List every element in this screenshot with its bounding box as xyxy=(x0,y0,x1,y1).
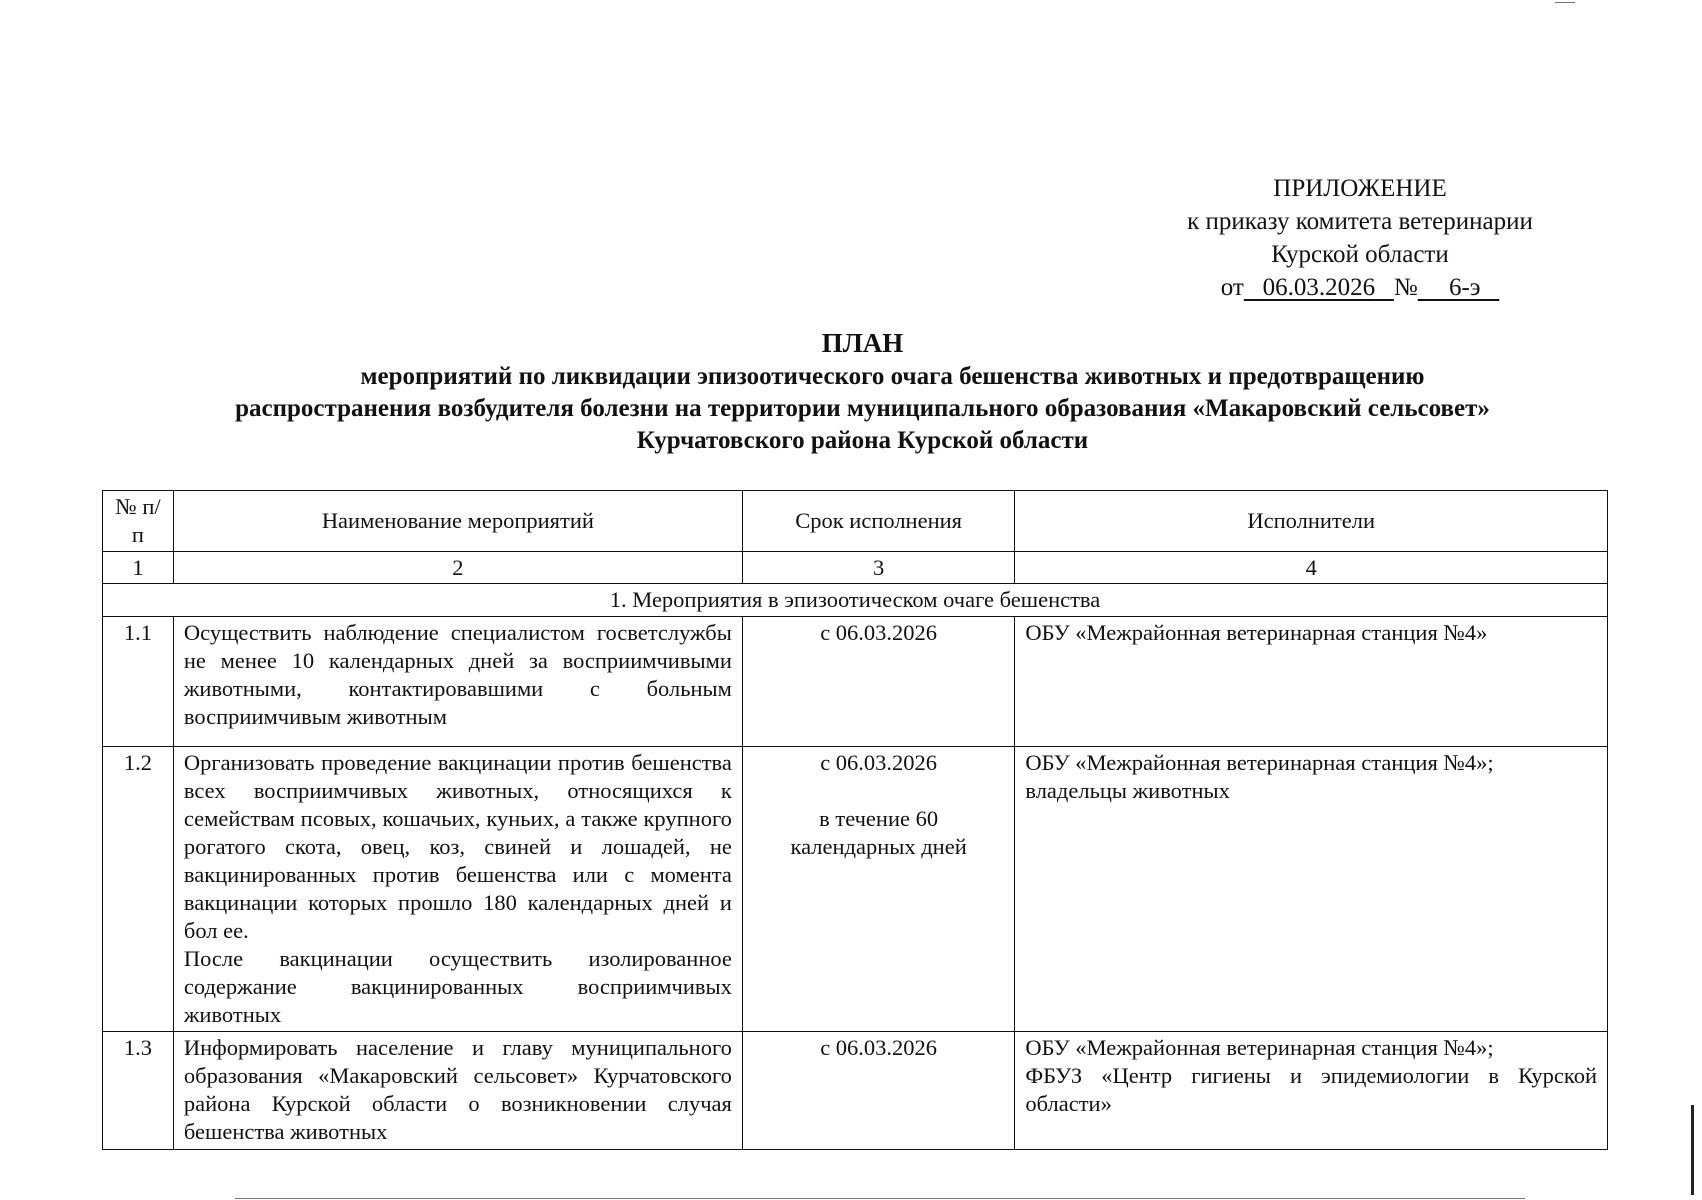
header-num: № п/п xyxy=(103,491,174,552)
row-activity-extra: После вакцинации осуществить изолированное содержание вакцинированных восприимчивых животных xyxy=(183,946,732,1027)
plan-subtitle-1: мероприятий по ликвидации эпизоотического очага бешенства животных и предотвращению xyxy=(360,363,1425,390)
row-activity: Осуществить наблюдение специалистом госветслужбы не менее 10 календарных дней за восприимчивыми животными, контактировавшими с больным восприимчивым животным xyxy=(173,617,742,747)
header-name: Наименование мероприятий xyxy=(173,491,742,552)
row-term-duration: в течение 60 календарных дней xyxy=(790,806,967,859)
plan-subtitle-2: распространения возбудителя болезни на территории муниципального образования «Макаровский сельсовет» xyxy=(235,395,1490,422)
table-row xyxy=(103,617,1608,747)
row-number: 1.3 xyxy=(103,1032,174,1150)
row-number: 1.2 xyxy=(103,747,174,1032)
row-activity xyxy=(173,747,742,1032)
table-row xyxy=(103,1032,1608,1150)
row-activity: Информировать население и главу муниципального образования «Макаровский сельсовет» Курчатовского района Курской области о возникновении случая бешенства животных xyxy=(173,1032,742,1150)
row-executor-2: владельцы животных xyxy=(1025,778,1230,803)
table-header-row xyxy=(103,491,1608,552)
appendix-block xyxy=(1150,172,1570,304)
row-executors xyxy=(1015,1032,1608,1150)
appendix-order-ref: к приказу комитета ветеринарии xyxy=(1187,208,1533,235)
plan-subtitle-3: Курчатовского района Курской области xyxy=(636,427,1089,454)
index-cell: 1 xyxy=(103,552,174,584)
order-number: 6-э xyxy=(1448,274,1481,301)
number-prefix: № xyxy=(1393,274,1418,301)
index-cell: 3 xyxy=(742,552,1015,584)
index-cell: 4 xyxy=(1015,552,1608,584)
plan-title: ПЛАН xyxy=(821,328,904,358)
appendix-date-line xyxy=(1150,271,1570,304)
table-index-row xyxy=(103,552,1608,584)
plan-table xyxy=(102,490,1608,1150)
row-executors xyxy=(1015,747,1608,1032)
scan-artifact-edge xyxy=(1691,1105,1694,1195)
row-term-start: с 06.03.2026 xyxy=(820,750,938,775)
date-prefix: от xyxy=(1220,274,1244,301)
row-term xyxy=(742,747,1015,1032)
section-title: 1. Мероприятия в эпизоотическом очаге бешенства xyxy=(103,584,1608,617)
plan-heading xyxy=(100,327,1625,457)
appendix-title: ПРИЛОЖЕНИЕ xyxy=(1273,175,1447,202)
section-row xyxy=(103,584,1608,617)
index-cell: 2 xyxy=(173,552,742,584)
row-activity-main: Организовать проведение вакцинации против бешенства всех восприимчивых животных, относящихся к семействам псовых, кошачьих, куньих, а также крупного рогатого скота, овец, коз, свиней и лошадей, не вакцинированных против бешенства или с момента вакцинации которых прошло 180 календарных дней и бол ее. xyxy=(183,750,732,943)
row-executors: ОБУ «Межрайонная ветеринарная станция №4» xyxy=(1015,617,1608,747)
row-number: 1.1 xyxy=(103,617,174,747)
header-executors: Исполнители xyxy=(1015,491,1608,552)
row-term: с 06.03.2026 xyxy=(742,617,1015,747)
header-term: Срок исполнения xyxy=(742,491,1015,552)
scan-artifact-line xyxy=(1555,2,1575,3)
row-executor-1: ОБУ «Межрайонная ветеринарная станция №4»; xyxy=(1025,750,1494,775)
row-executor-2: ФБУЗ «Центр гигиены и эпидемиологии в Курской области» xyxy=(1025,1063,1597,1116)
table-row xyxy=(103,747,1608,1032)
scan-artifact-line xyxy=(235,1198,1525,1199)
appendix-region: Курской области xyxy=(1271,241,1449,268)
order-date: 06.03.2026 xyxy=(1262,274,1376,301)
row-executor-1: ОБУ «Межрайонная ветеринарная станция №4»; xyxy=(1025,1035,1494,1060)
row-term: с 06.03.2026 xyxy=(742,1032,1015,1150)
